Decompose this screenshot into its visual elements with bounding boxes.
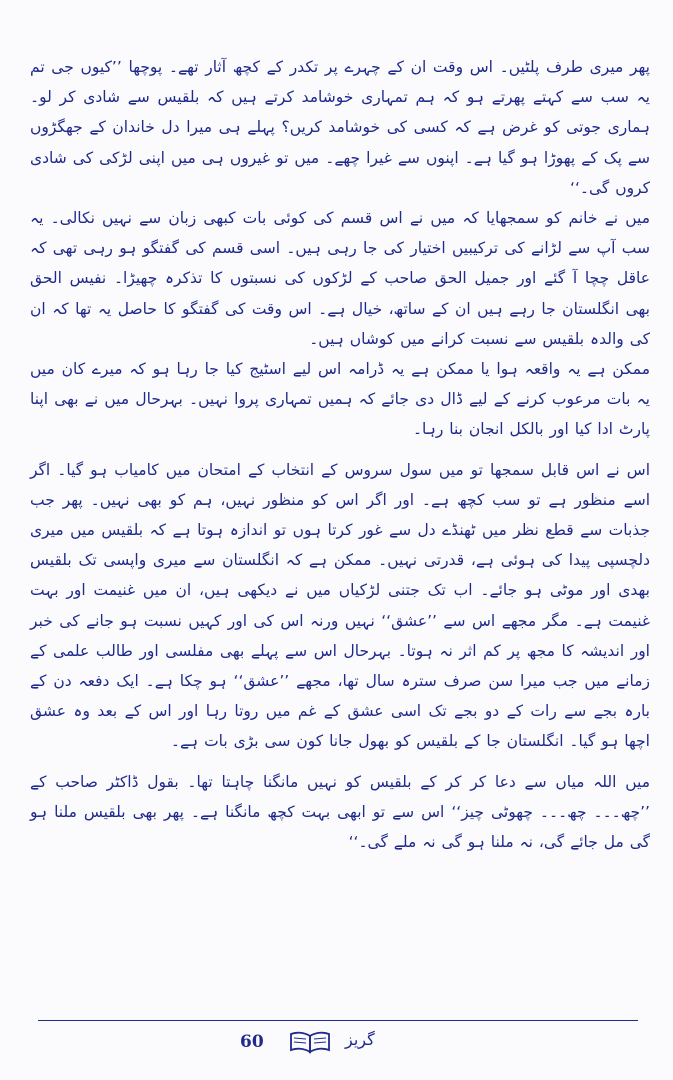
book-title: گریز [345,1030,375,1049]
page-footer [0,1026,673,1066]
paragraph-2: میں نے خانم کو سمجھایا کہ میں نے اس قسم کی کوئی بات کبھی زبان سے نہیں نکالی۔ یہ سب آپ سے لڑانے کی ترکیبیں اختیار کی جا رہی ہیں۔ اسی قسم کی گفتگو ہو رہی تھی کہ عاقل چچا آ گئے اور جمیل الحق صاحب کے لڑکوں کی نسبتوں کا تذکرہ چھیڑا۔ نفیس الحق بھی انگلستان جا رہے ہیں ان کے ساتھ، خیال ہے۔ اس وقت کی گفتگو کا حاصل یہ تھا کہ ان کی والدہ بلقیس سے نسبت کرانے میں کوشاں ہیں۔ [30,209,650,348]
paragraph-3: ممکن ہے یہ واقعہ ہوا یا ممکن ہے یہ ڈرامہ اس لیے اسٹیج کیا جا رہا ہو کہ میرے کان میں یہ بات مرعوب کرنے کے لیے ڈال دی جائے کہ ہمیں تمہاری پروا نہیں۔ بہرحال میں نے بھی اپنا پارٹ ادا کیا اور بالکل انجان بنا رہا۔ [30,360,650,439]
paragraph-4: اس نے اس قابل سمجھا تو میں سول سروس کے انتخاب کے امتحان میں کامیاب ہو گیا۔ اگر اسے منظور ہے تو سب کچھ ہے۔ اور اگر اس کو منظور نہیں، ہم کو بھی نہیں۔ پھر جب جذبات سے قطع نظر میں ٹھنڈے دل سے غور کرتا ہوں تو اندازہ ہوتا ہے کہ بلقیس میں میری دلچسپی پیدا کی ہوئی ہے، قدرتی نہیں۔ ممکن ہے کہ انگلستان سے میری واپسی تک بلقیس بھدی اور موٹی ہو جائے۔ اب تک جتنی لڑکیاں میں نے دیکھی ہیں، ان میں غنیمت اور بہت غنیمت ہے۔ مگر مجھے اس سے ’’عشق‘‘ نہیں ورنہ اس کی اور کہیں نسبت ہو جانے کی خبر اور اندیشہ کا مجھ پر کم اثر نہ ہوتا۔ بہرحال اس سے پہلے بھی مفلسی اور طالب علمی کے زمانے میں جب میرا سن صرف سترہ سال تھا، مجھے ’’عشق‘‘ ہو چکا ہے۔ ایک دفعہ دن کے بارہ بجے سے رات کے دو بجے تک اسی عشق کے غم میں روتا رہا اور اس کے بعد وہ عشق اچھا ہو گیا۔ انگلستان جا کے بلقیس کو بھول جانا کون سی بڑی بات ہے۔ [30,460,650,751]
page-body [30,52,650,857]
page-number: 60 [240,1032,264,1052]
open-book-icon [288,1030,332,1054]
footer-divider [38,1020,638,1021]
paragraph-1: پھر میری طرف پلٹیں۔ اس وقت ان کے چہرے پر تکدر کے کچھ آثار تھے۔ پوچھا ’’کیوں جی تم یہ سب سے کہتے پھرتے ہو کہ ہم تمہاری خوشامد کرتے ہیں کہ بلقیس سے شادی کر لو۔ ہماری جوتی کو غرض ہے کہ کسی کی خوشامد کریں؟ پہلے ہی میرا دل خاندان کے جھگڑوں سے پک کے پھوڑا ہو گیا ہے۔ اپنوں سے غیرا چھے۔ میں تو غیروں ہی میں اپنی لڑکی کی شادی کروں گی۔‘‘ [30,58,650,197]
paragraph-5: میں اللہ میاں سے دعا کر کر کے بلقیس کو نہیں مانگنا چاہتا تھا۔ بقول ڈاکٹر صاحب کے ’’چھ۔۔۔ چھ۔۔۔ چھوٹی چیز‘‘ اس سے تو ابھی بہت کچھ مانگنا ہے۔ پھر بھی بلقیس ملنا ہو گی مل جائے گی، نہ ملنا ہو گی نہ ملے گی۔‘‘ [30,772,650,852]
